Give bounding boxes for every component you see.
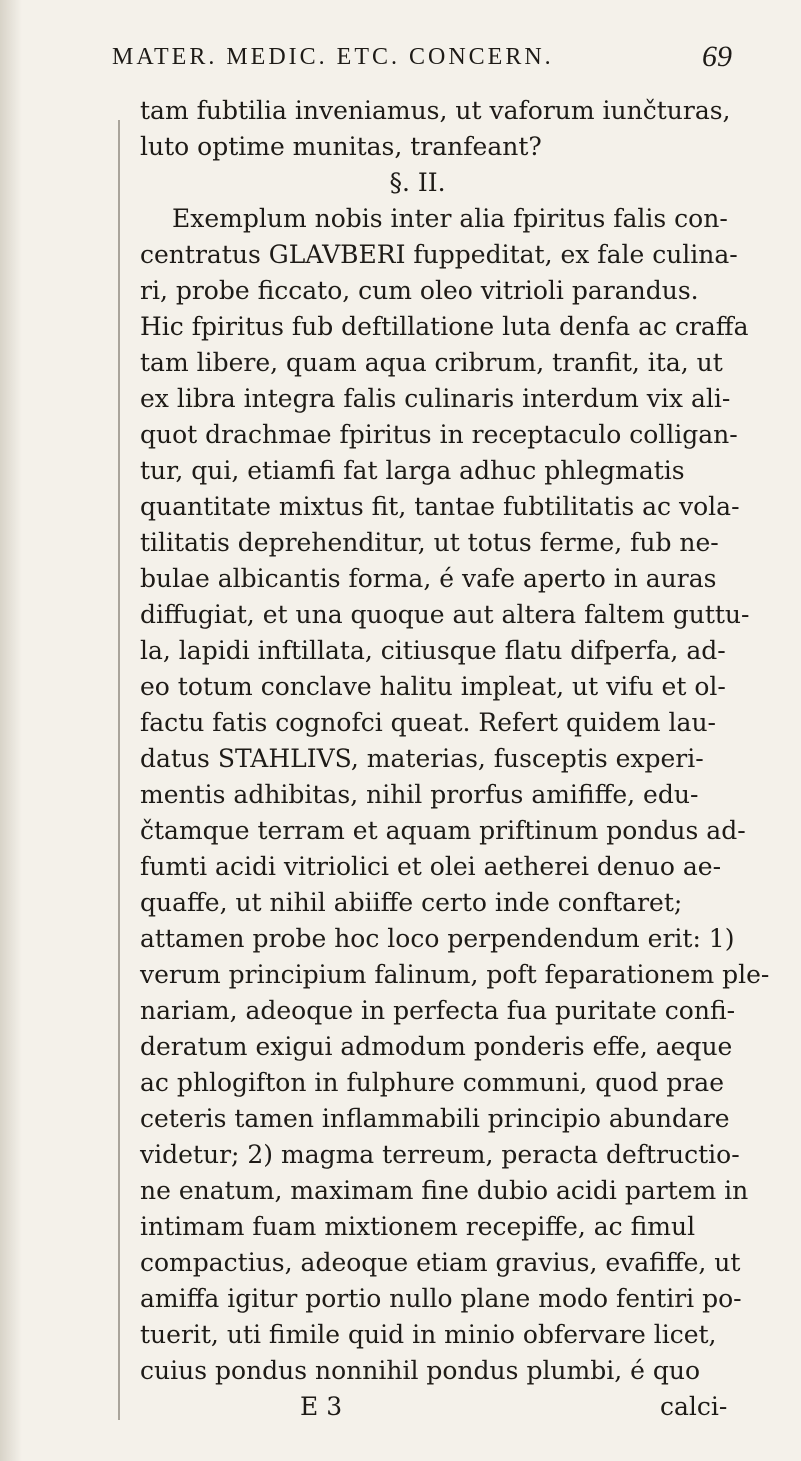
signature-mark: E 3	[300, 1392, 343, 1421]
text-line: centratus GLAVBERI fuppeditat, ex fale culina-	[140, 240, 738, 269]
text-line: tur, qui, etiamfi fat larga adhuc phlegmatis	[140, 456, 685, 485]
text-line: la, lapidi inftillata, citiusque flatu difperfa, ad-	[140, 636, 726, 665]
text-line: luto optime munitas, tranfeant?	[140, 132, 542, 161]
page-number: 69	[702, 40, 732, 73]
running-head: MATER. MEDIC. ETC. CONCERN.	[112, 44, 554, 70]
text-line: ri, probe ficcato, cum oleo vitrioli parandus.	[140, 276, 699, 305]
text-line: ne enatum, maximam fine dubio acidi partem in	[140, 1176, 749, 1205]
binding-shadow	[0, 0, 22, 1461]
text-line: tam libere, quam aqua cribrum, tranfit, ita, ut	[140, 348, 723, 377]
section-heading: §. II.	[389, 168, 446, 197]
text-line: verum principium falinum, poft feparationem ple-	[140, 960, 770, 989]
text-line: tilitatis deprehenditur, ut totus ferme, fub ne-	[140, 528, 719, 557]
text-line: tam fubtilia inveniamus, ut vaforum iunčturas,	[140, 96, 731, 125]
text-line: attamen probe hoc loco perpendendum erit: 1)	[140, 924, 735, 953]
text-line: fumti acidi vitriolici et olei aetherei denuo ae-	[140, 852, 722, 881]
text-line: ex libra integra falis culinaris interdum vix ali-	[140, 384, 731, 413]
catchword: calci-	[660, 1392, 728, 1421]
text-line: compactius, adeoque etiam gravius, evafiffe, ut	[140, 1248, 741, 1277]
text-line: quot drachmae fpiritus in receptaculo colligan-	[140, 420, 738, 449]
text-line: quantitate mixtus fit, tantae fubtilitatis ac vola-	[140, 492, 740, 521]
text-line: datus STAHLIVS, materias, fusceptis experi-	[140, 744, 704, 773]
body-text	[140, 93, 770, 1425]
text-line: ceteris tamen inflammabili principio abundare	[140, 1104, 730, 1133]
text-line: amiffa igitur portio nullo plane modo fentiri po-	[140, 1284, 742, 1313]
signature-line	[140, 1389, 765, 1425]
text-line: eo totum conclave halitu impleat, ut vifu et ol-	[140, 672, 726, 701]
text-line: ac phlogifton in fulphure communi, quod prae	[140, 1068, 725, 1097]
text-line: čtamque terram et aquam priftinum pondus ad-	[140, 816, 746, 845]
text-line: Hic fpiritus fub deftillatione luta denfa ac craffa	[140, 312, 749, 341]
text-line: intimam fuam mixtionem recepiffe, ac fimul	[140, 1212, 696, 1241]
text-line: tuerit, uti fimile quid in minio obfervare licet,	[140, 1320, 717, 1349]
text-line: quaffe, ut nihil abiiffe certo inde conftaret;	[140, 888, 683, 917]
text-line: factu fatis cognofci queat. Refert quidem lau-	[140, 708, 716, 737]
text-line: diffugiat, et una quoque aut altera faltem guttu-	[140, 600, 750, 629]
margin-mark	[118, 120, 120, 1420]
text-line: Exemplum nobis inter alia fpiritus falis con-	[172, 204, 728, 233]
text-line: cuius pondus nonnihil pondus plumbi, é quo	[140, 1356, 701, 1385]
text-line: deratum exigui admodum ponderis effe, aeque	[140, 1032, 733, 1061]
text-line: mentis adhibitas, nihil prorfus amififfe, edu-	[140, 780, 699, 809]
text-line: nariam, adeoque in perfecta fua puritate confi-	[140, 996, 736, 1025]
text-line: videtur; 2) magma terreum, peracta deftructio-	[140, 1140, 740, 1169]
text-line: bulae albicantis forma, é vafe aperto in auras	[140, 564, 717, 593]
